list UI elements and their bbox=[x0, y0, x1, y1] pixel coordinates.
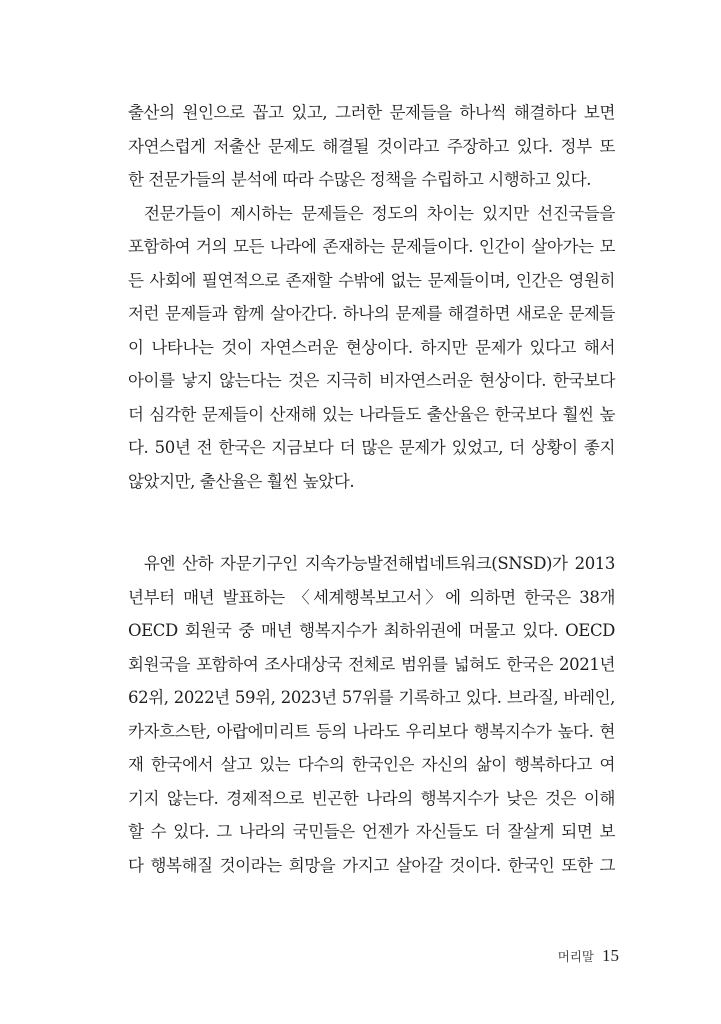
page-number: 15 bbox=[602, 946, 619, 965]
text-line: 다. 50년 전 한국은 지금보다 더 많은 문제가 있었고, 더 상황이 좋지 bbox=[128, 438, 615, 457]
text-line: 든 사회에 필연적으로 존재할 수밖에 없는 문제들이며, 인간은 영원히 bbox=[128, 270, 615, 290]
text-line: 다 행복해질 것이라는 희망을 가지고 살아갈 것이다. 한국인 또한 그 bbox=[128, 855, 615, 875]
text-line: 회원국을 포함하여 조사대상국 전체로 범위를 넓혀도 한국은 2021년 bbox=[128, 654, 615, 674]
text-line: 할 수 있다. 그 나라의 국민들은 언젠가 자신들도 더 잘살게 되면 보 bbox=[128, 822, 615, 841]
text-line: OECD 회원국 중 매년 행복지수가 최하위권에 머물고 있다. OECD bbox=[128, 621, 615, 640]
paragraph-1 bbox=[128, 96, 615, 197]
text-line: 이 나타나는 것이 자연스러운 현상이다. 하지만 문제가 있다고 해서 bbox=[128, 337, 615, 357]
page-body bbox=[128, 96, 615, 882]
paragraph-gap bbox=[128, 498, 615, 547]
text-line: 한 전문가들의 분석에 따라 수많은 정책을 수립하고 시행하고 있다. bbox=[128, 170, 592, 189]
text-line: 더 심각한 문제들이 산재해 있는 나라들도 출산율은 한국보다 훨씬 높 bbox=[128, 404, 615, 424]
text-line: 62위, 2022년 59위, 2023년 57위를 기록하고 있다. 브라질, 바레인, bbox=[128, 688, 615, 707]
text-line: 아이를 낳지 않는다는 것은 지극히 비자연스러운 현상이다. 한국보다 bbox=[128, 371, 615, 390]
text-line: 자연스럽게 저출산 문제도 해결될 것이라고 주장하고 있다. 정부 또 bbox=[128, 136, 615, 156]
running-head: 머리말 bbox=[557, 949, 594, 964]
paragraph-3 bbox=[128, 547, 615, 882]
text-line: 기지 않는다. 경제적으로 빈곤한 나라의 행복지수가 낮은 것은 이해 bbox=[128, 788, 615, 808]
page-footer bbox=[558, 946, 619, 970]
text-line: 재 한국에서 살고 있는 다수의 한국인은 자신의 삶이 행복하다고 여 bbox=[128, 755, 615, 774]
text-line: 출산의 원인으로 꼽고 있고, 그러한 문제들을 하나씩 해결하다 보면 bbox=[128, 103, 615, 122]
text-line: 유엔 산하 자문기구인 지속가능발전해법네트워크(SNSD)가 2013 bbox=[144, 554, 615, 573]
text-line: 않았지만, 출산율은 훨씬 높았다. bbox=[128, 471, 355, 491]
text-line: 저런 문제들과 함께 살아간다. 하나의 문제를 해결하면 새로운 문제들 bbox=[128, 304, 615, 323]
text-line: 포함하여 거의 모든 나라에 존재하는 문제들이다. 인간이 살아가는 모 bbox=[128, 237, 615, 256]
paragraph-2 bbox=[128, 197, 615, 499]
text-line: 카자흐스탄, 아랍에미리트 등의 나라도 우리보다 행복지수가 높다. 현 bbox=[128, 721, 615, 741]
text-line: 년부터 매년 발표하는 〈세계행복보고서〉에 의하면 한국은 38개 bbox=[128, 587, 615, 607]
text-line: 전문가들이 제시하는 문제들은 정도의 차이는 있지만 선진국들을 bbox=[144, 203, 615, 223]
